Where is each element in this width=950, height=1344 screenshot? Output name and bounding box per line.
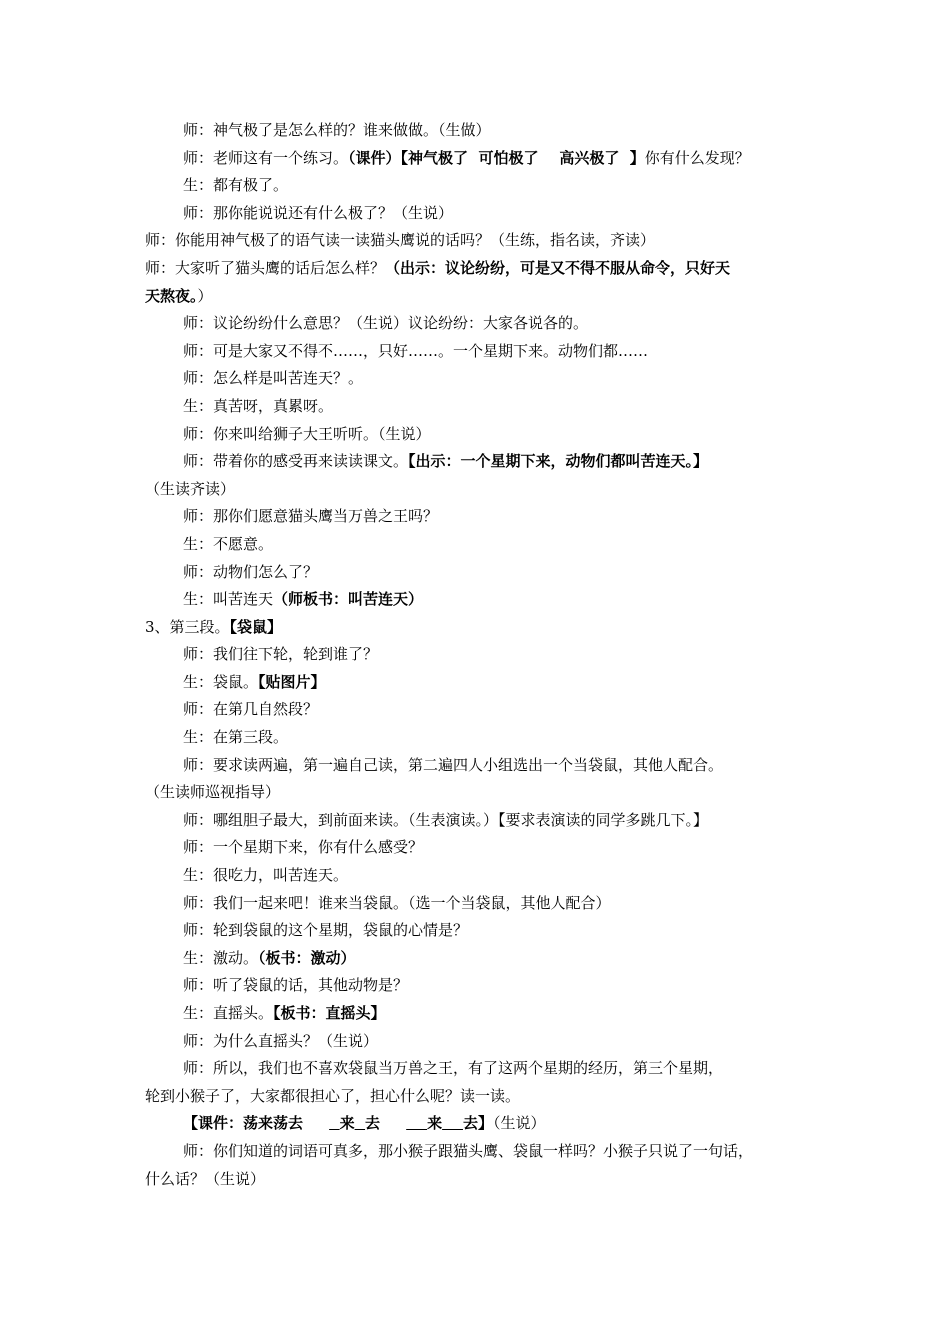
text-line — [145, 669, 850, 697]
text-run: ） — [197, 286, 213, 305]
text-line — [145, 448, 850, 476]
bold-text-run — [355, 1114, 365, 1132]
text-line — [145, 365, 850, 393]
text-run: 师：怎么样是叫苦连天？。 — [183, 369, 364, 388]
text-run: 师：议论纷纷什么意思？（生说）议论纷纷：大家各说各的。 — [183, 314, 589, 333]
bold-text-run: （课件）【神气极了 可怕极了 高兴极了 】 — [348, 148, 645, 167]
text-run: 师：哪组胆子最大，到前面来读。（生表演读。）【要求表演读的同学多跳几下。】 — [183, 810, 709, 829]
text-run: 师：大家听了猫头鹰的话后怎么样？ — [145, 258, 386, 277]
text-line — [145, 807, 850, 835]
text-run: （生读师巡视指导） — [145, 783, 281, 802]
bold-text-run: 【课件：荡来荡去 — [183, 1114, 330, 1133]
text-run: 生：袋鼠。 — [183, 672, 259, 691]
text-run: 师：轮到袋鼠的这个星期，袋鼠的心情是？ — [183, 921, 469, 940]
bold-text-run: 【袋鼠】 — [229, 617, 283, 636]
bold-text-run — [406, 1114, 427, 1132]
bold-text-run: 去】 — [462, 1114, 493, 1133]
text-line — [145, 862, 850, 890]
text-run: 3、第三段。 — [145, 617, 230, 636]
text-line — [145, 752, 850, 780]
bold-text-run: （板书：激动） — [258, 948, 356, 967]
text-line — [145, 945, 850, 973]
text-line — [145, 1110, 850, 1138]
text-line — [145, 338, 850, 366]
text-run: 师：可是大家又不得不……，只好……。一个星期下来。动物们都…… — [183, 341, 649, 360]
text-run: 什么话？（生说） — [145, 1169, 266, 1188]
text-line — [145, 1055, 850, 1083]
text-line — [145, 1166, 850, 1194]
text-run: 师：带着你的感受再来读读课文。 — [183, 452, 409, 471]
text-line — [145, 531, 850, 559]
text-run: 师：要求读两遍，第一遍自己读，第二遍四人小组选出一个当袋鼠，其他人配合。 — [183, 755, 724, 774]
text-run: 你有什么发现？ — [644, 148, 750, 167]
text-line — [145, 1000, 850, 1028]
text-run: 师：我们往下轮，轮到谁了？ — [183, 645, 379, 664]
text-line — [145, 696, 850, 724]
text-line — [145, 586, 850, 614]
text-line — [145, 972, 850, 1000]
text-run: 师：在第几自然段？ — [183, 700, 319, 719]
text-line — [145, 1138, 850, 1166]
text-run: 生：不愿意。 — [183, 534, 274, 553]
text-run: 师：动物们怎么了？ — [183, 562, 319, 581]
text-line — [145, 1083, 850, 1111]
text-line — [145, 145, 850, 173]
text-line — [145, 283, 850, 311]
text-line — [145, 1028, 850, 1056]
text-line — [145, 890, 850, 918]
text-run: 师：所以，我们也不喜欢袋鼠当万兽之王，有了这两个星期的经历，第三个星期， — [183, 1059, 724, 1078]
text-run: 师：你们知道的词语可真多，那小猴子跟猫头鹰、袋鼠一样吗？小猴子只说了一句话， — [183, 1141, 754, 1160]
bold-text-run — [329, 1114, 339, 1132]
text-run: 师：一个星期下来，你有什么感受？ — [183, 838, 424, 857]
bold-text-run: 【贴图片】 — [258, 672, 326, 691]
text-line — [145, 310, 850, 338]
text-run: 师：听了袋鼠的话，其他动物是？ — [183, 976, 409, 995]
text-run: 生：都有极了。 — [183, 176, 289, 195]
bold-text-run: （师板书：叫苦连天） — [273, 590, 424, 609]
text-line — [145, 476, 850, 504]
text-line — [145, 200, 850, 228]
bold-text-run: 来 — [339, 1114, 355, 1133]
text-line — [145, 503, 850, 531]
text-run: 轮到小猴子了，大家都很担心了，担心什么呢？读一读。 — [145, 1086, 521, 1105]
text-line — [145, 421, 850, 449]
bold-text-run: （出示：议论纷纷，可是又不得不服从命令，只好天 — [385, 258, 731, 277]
text-run: （生读齐读） — [145, 479, 236, 498]
text-run: 生：直摇头。 — [183, 1004, 274, 1022]
text-run: 师：我们一起来吧！谁来当袋鼠。（选一个当袋鼠，其他人配合） — [183, 893, 611, 912]
text-line — [145, 641, 850, 669]
text-line — [145, 117, 850, 145]
text-run: 生：真苦呀，真累呀。 — [183, 396, 334, 415]
text-run: 生：激动。 — [183, 948, 259, 967]
bold-text-run: 去 — [365, 1114, 407, 1133]
bold-text-run: 【板书：直摇头】 — [273, 1004, 386, 1022]
text-line — [145, 614, 850, 642]
bold-text-run — [442, 1114, 463, 1132]
text-line — [145, 724, 850, 752]
text-run: 生：在第三段。 — [183, 728, 289, 747]
text-line — [145, 834, 850, 862]
text-run: 师：那你们愿意猫头鹰当万兽之王吗？ — [183, 507, 439, 526]
text-line — [145, 227, 850, 255]
text-run: 师：你能用神气极了的语气读一读猫头鹰说的话吗？（生练，指名读，齐读） — [145, 231, 656, 250]
text-run: 师：那你能说说还有什么极了？（生说） — [183, 203, 454, 222]
bold-text-run: 【出示：一个星期下来，动物们都叫苦连天。】 — [408, 452, 709, 471]
text-line — [145, 393, 850, 421]
text-line — [145, 172, 850, 200]
text-line — [145, 255, 850, 283]
bold-text-run: 来 — [427, 1114, 443, 1133]
text-run: 师：老师这有一个练习。 — [183, 148, 349, 167]
bold-text-run: 天熬夜。 — [145, 286, 198, 305]
text-run: 师：为什么直摇头？（生说） — [183, 1031, 379, 1050]
text-run: （生说） — [492, 1114, 546, 1133]
text-run: 生：很吃力，叫苦连天。 — [183, 866, 349, 885]
text-run: 师：你来叫给狮子大王听听。（生说） — [183, 424, 431, 443]
text-run: 师：神气极了是怎么样的？谁来做做。（生做） — [183, 121, 491, 139]
text-line — [145, 559, 850, 587]
text-run: 生：叫苦连天 — [183, 590, 274, 609]
text-line — [145, 917, 850, 945]
text-line — [145, 779, 850, 807]
